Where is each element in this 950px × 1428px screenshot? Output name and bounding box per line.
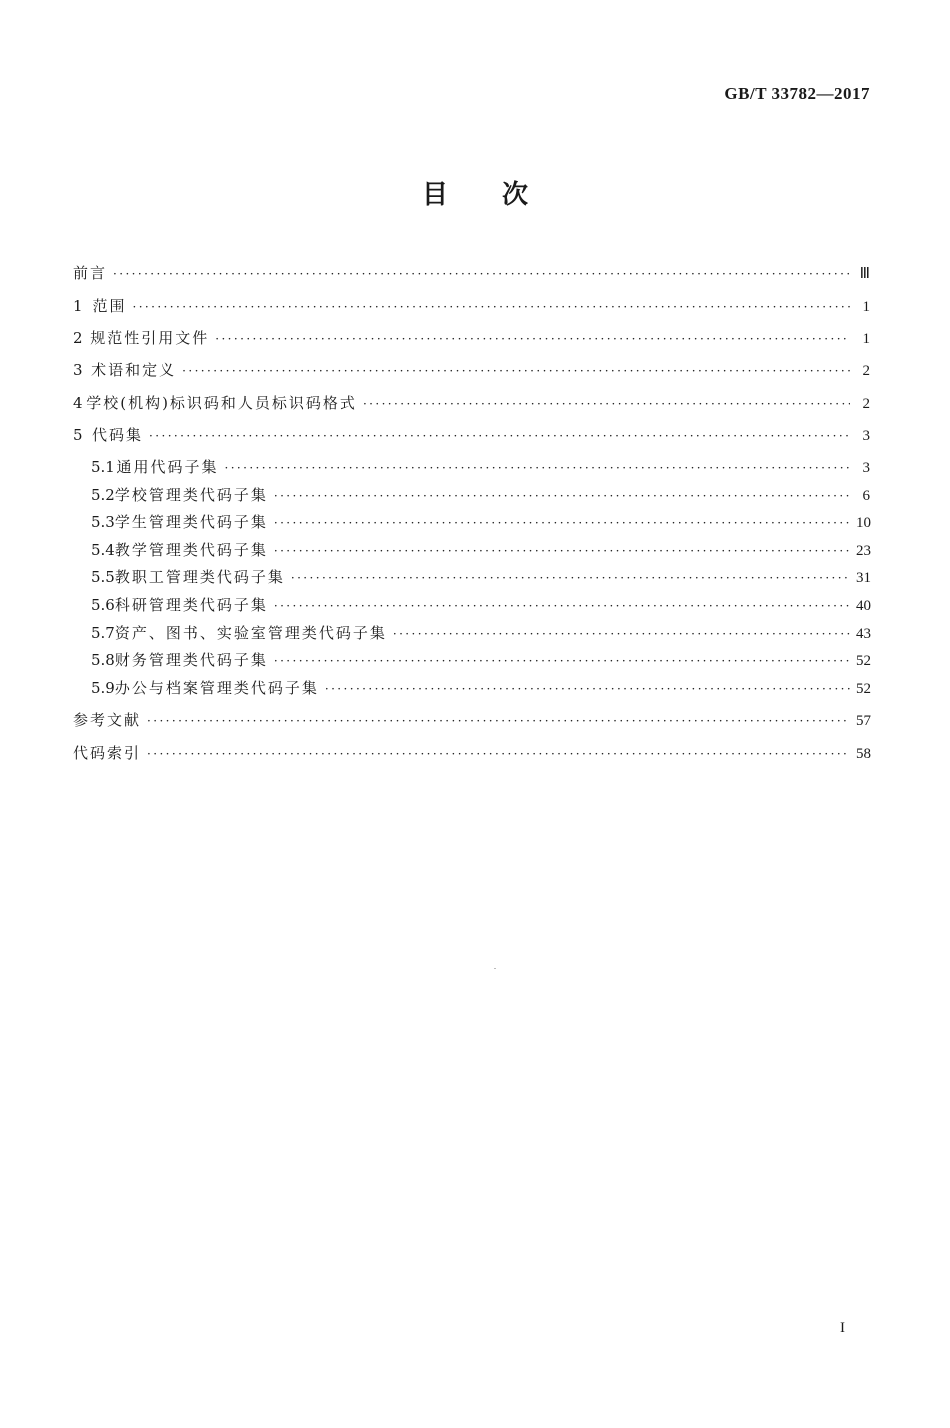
toc-entry-5-1[interactable]: 5.1 通用代码子集 ····· 3 [91,456,870,478]
toc-entry-3[interactable]: 3 术语和定义 ····· 2 [73,359,870,381]
toc-entry-5-9[interactable]: 5.9 办公与档案管理类代码子集 ····· 52 [91,677,870,699]
toc-entry-5[interactable]: 5 代码集 ····· 3 [73,424,870,446]
toc-entry-2[interactable]: 2 规范性引用文件 ····· 1 [73,327,870,349]
toc-entry-code-index[interactable]: 代码索引 ····· 58 [73,742,870,764]
toc-entry-5-4[interactable]: 5.4 教学管理类代码子集 ····· 23 [91,539,870,561]
toc-page-number: 3 [862,460,870,476]
toc-title [0,174,950,211]
toc-page-number: 6 [862,488,870,504]
toc-title-right: 次 [502,180,529,210]
toc-page-number: 31 [856,570,871,586]
toc-entry-foreword[interactable]: 前言 ····· Ⅲ [73,262,870,284]
toc-entry-5-3[interactable]: 5.3 学生管理类代码子集 ····· 10 [91,511,870,533]
toc-page-number: 2 [862,363,870,379]
toc-entry-1[interactable]: 1 范围 ····· 1 [73,295,870,317]
toc-entry-5-2[interactable]: 5.2 学校管理类代码子集 ····· 6 [91,484,870,506]
toc-page-number: 23 [856,543,871,559]
toc-page-number: 43 [856,626,871,642]
toc-entry-5-7[interactable]: 5.7 资产、图书、实验室管理类代码子集 ····· 43 [91,622,870,644]
toc-entry-4[interactable]: 4 学校(机构)标识码和人员标识码格式 ····· 2 [73,392,870,414]
toc-page-number: 58 [856,746,871,762]
toc-page-number: 3 [862,428,870,444]
toc-page-number: 57 [856,713,871,729]
toc-page-number: 52 [856,653,871,669]
toc-entry-5-5[interactable]: 5.5 教职工管理类代码子集 ····· 31 [91,566,870,588]
toc-title-left: 目 [421,180,448,210]
toc-page-number: 1 [862,299,870,315]
toc-page-number: Ⅲ [859,266,870,282]
toc-page-number: 1 [862,331,870,347]
toc-entry-5-6[interactable]: 5.6 科研管理类代码子集 ····· 40 [91,594,870,616]
toc-page-number: 10 [856,515,871,531]
standard-code: GB/T 33782—2017 [724,84,870,103]
scan-speck [494,968,496,969]
footer-page-number: I [840,1320,845,1336]
toc-page-number: 2 [862,396,870,412]
toc-page-number: 40 [856,598,871,614]
toc-entry-5-8[interactable]: 5.8 财务管理类代码子集 ····· 52 [91,649,870,671]
toc-entry-references[interactable]: 参考文献 ····· 57 [73,709,870,731]
toc-page-number: 52 [856,681,871,697]
